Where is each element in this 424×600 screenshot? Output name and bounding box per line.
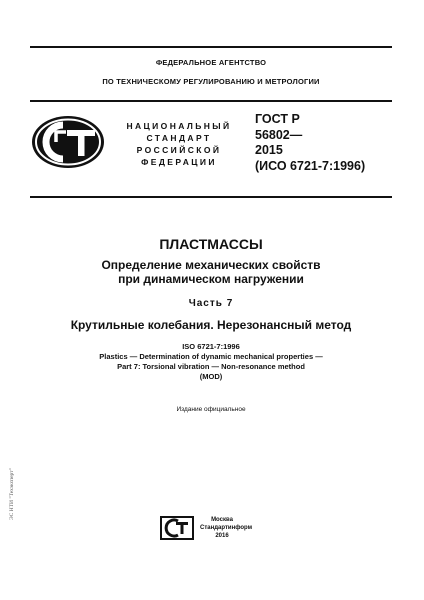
agency-name-line-2: ПО ТЕХНИЧЕСКОМУ РЕГУЛИРОВАНИЮ И МЕТРОЛОГИИ xyxy=(102,77,320,86)
gost-designation xyxy=(255,112,365,174)
document-subtitle xyxy=(30,258,392,286)
publisher-info xyxy=(200,516,253,540)
top-rule xyxy=(30,46,392,48)
publisher-year: 2016 xyxy=(215,533,229,539)
gost-designation-line: 2015 xyxy=(255,143,283,157)
english-title-line: Part 7: Torsional vibration — Non-resonance method xyxy=(117,362,305,371)
gost-rst-icon xyxy=(30,114,106,170)
english-title-line: (MOD) xyxy=(199,372,223,381)
subtitle-line: при динамическом нагружении xyxy=(118,272,304,286)
gost-designation-line: ГОСТ Р xyxy=(255,112,300,126)
english-title-line: Plastics — Determination of dynamic mechanical properties — xyxy=(99,352,323,361)
english-title-line: ISO 6721-7:1996 xyxy=(182,342,240,351)
part-label: Часть 7 xyxy=(188,298,234,309)
part-name: Крутильные колебания. Нерезонансный метод xyxy=(70,318,352,332)
standartinform-icon xyxy=(160,516,194,540)
gost-designation-line: (ИСО 6721-7:1996) xyxy=(255,158,366,173)
gost-designation-line: 56802— xyxy=(255,127,303,142)
national-standard-line: СТАНДАРТ xyxy=(146,133,212,143)
national-standard-line: РОССИЙСКОЙ xyxy=(136,145,222,155)
national-standard-label xyxy=(118,120,240,168)
publisher-city: Москва xyxy=(211,517,233,523)
header-rule xyxy=(30,100,392,102)
english-title xyxy=(30,342,392,382)
national-standard-line: ФЕДЕРАЦИИ xyxy=(141,157,217,167)
side-watermark: ЭС НТИ "Техэксперт" xyxy=(9,468,15,520)
subtitle-line: Определение механических свойств xyxy=(101,258,321,272)
publisher-name: Стандартинформ xyxy=(200,525,253,531)
document-title: ПЛАСТМАССЫ xyxy=(159,236,263,252)
agency-name-line-1: ФЕДЕРАЛЬНОЕ АГЕНТСТВО xyxy=(155,58,267,67)
edition-note: Издание официальное xyxy=(176,406,246,413)
mid-rule xyxy=(30,196,392,198)
national-standard-line: НАЦИОНАЛЬНЫЙ xyxy=(126,121,232,131)
